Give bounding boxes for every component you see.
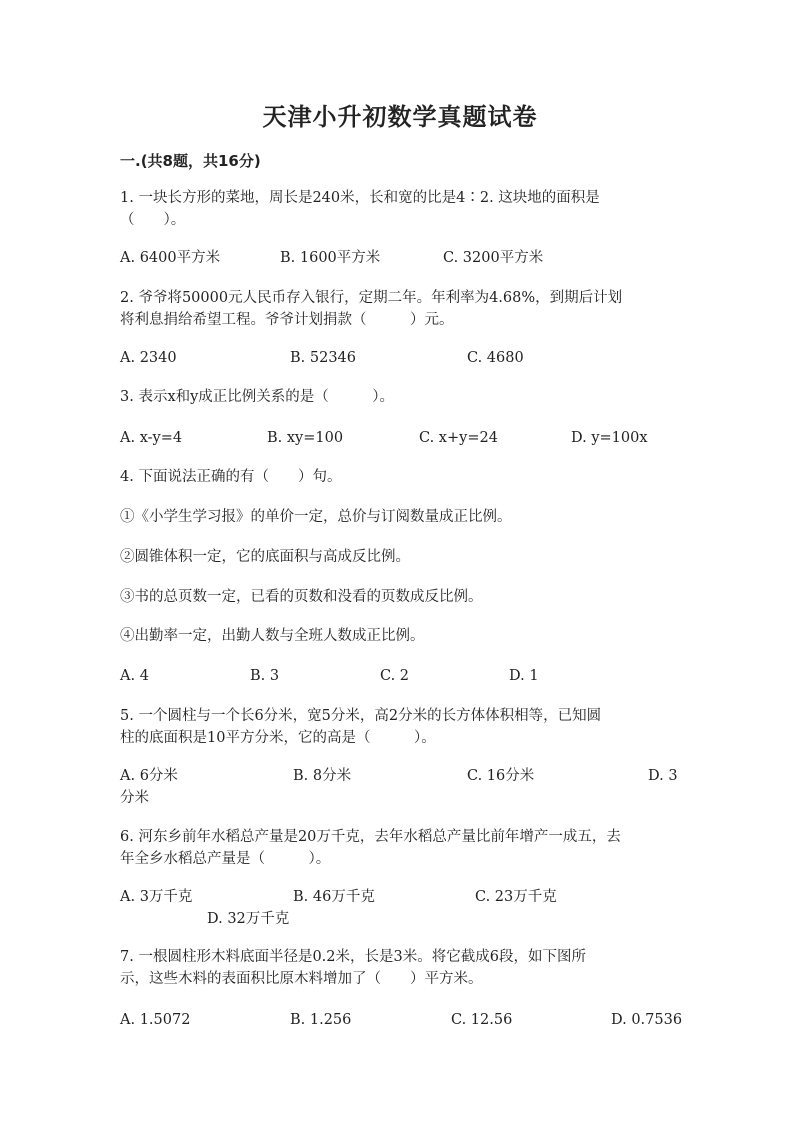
- question-1-option-b: B. 1600平方米: [280, 250, 381, 266]
- question-4-statement-4: ④出勤率一定，出勤人数与全班人数成正比例。: [120, 628, 425, 644]
- page-title: 天津小升初数学真题试卷: [262, 103, 538, 131]
- question-5-option-d: D. 3: [648, 768, 678, 784]
- question-7-line-1: 7. 一根圆柱形木料底面半径是0.2米，长是3米。将它截成6段，如下图所: [120, 949, 586, 965]
- question-4-statement-1: ①《小学生学习报》的单价一定，总价与订阅数量成正比例。: [120, 509, 512, 525]
- question-2-option-c: C. 4680: [467, 350, 524, 366]
- question-3-line-1: 3. 表示x和y成正比例关系的是（ ）。: [120, 389, 395, 405]
- question-3-option-d: D. y=100x: [571, 430, 648, 446]
- question-7-option-d: D. 0.7536: [611, 1012, 683, 1028]
- question-6-option-b: B. 46万千克: [293, 889, 375, 905]
- question-1-option-c: C. 3200平方米: [443, 250, 544, 266]
- question-7-option-b: B. 1.256: [290, 1012, 352, 1028]
- question-7-option-c: C. 12.56: [451, 1012, 513, 1028]
- question-6-line-1: 6. 河东乡前年水稻总产量是20万千克，去年水稻总产量比前年增产一成五，去: [120, 829, 621, 845]
- question-5-option-d-wrap: 分米: [120, 790, 149, 806]
- question-5-line-1: 5. 一个圆柱与一个长6分米，宽5分米，高2分米的长方体体积相等，已知圆: [120, 708, 602, 724]
- question-5-option-a: A. 6分米: [120, 768, 178, 784]
- question-2-option-a: A. 2340: [120, 350, 177, 366]
- question-3-option-b: B. xy=100: [267, 430, 344, 446]
- question-4-option-a: A. 4: [120, 668, 149, 684]
- question-3-option-a: A. x-y=4: [120, 430, 183, 446]
- question-4-line-1: 4. 下面说法正确的有（ ）句。: [120, 469, 342, 485]
- question-6-option-c: C. 23万千克: [475, 889, 557, 905]
- question-5-line-2: 柱的底面积是10平方分米，它的高是（ ）。: [120, 730, 436, 746]
- question-5-option-c: C. 16分米: [467, 768, 535, 784]
- question-6-option-d: D. 32万千克: [207, 911, 290, 927]
- question-4-statement-2: ②圆锥体积一定，它的底面积与高成反比例。: [120, 549, 410, 565]
- question-2-option-b: B. 52346: [290, 350, 357, 366]
- question-1-line-2: （ ）。: [120, 212, 186, 228]
- question-1-option-a: A. 6400平方米: [120, 250, 221, 266]
- question-4-statement-3: ③书的总页数一定，已看的页数和没看的页数成反比例。: [120, 589, 483, 605]
- question-6-line-2: 年全乡水稻总产量是（ ）。: [120, 851, 331, 867]
- question-3-option-c: C. x+y=24: [419, 430, 498, 446]
- section-heading: 一.(共8题，共16分): [120, 152, 261, 170]
- question-5-option-b: B. 8分米: [293, 768, 352, 784]
- question-7-line-2: 示，这些木料的表面积比原木料增加了（ ）平方米。: [120, 971, 483, 987]
- question-4-option-b: B. 3: [250, 668, 280, 684]
- question-6-option-a: A. 3万千克: [120, 889, 193, 905]
- question-4-option-c: C. 2: [380, 668, 410, 684]
- question-2-line-1: 2. 爷爷将50000元人民币存入银行，定期二年。年利率为4.68%，到期后计划: [120, 290, 623, 306]
- question-7-option-a: A. 1.5072: [120, 1012, 191, 1028]
- question-1-line-1: 1. 一块长方形的菜地，周长是240米，长和宽的比是4∶2. 这块地的面积是: [120, 190, 600, 206]
- question-4-option-d: D. 1: [509, 668, 539, 684]
- question-2-line-2: 将利息捐给希望工程。爷爷计划捐款（ ）元。: [120, 312, 454, 328]
